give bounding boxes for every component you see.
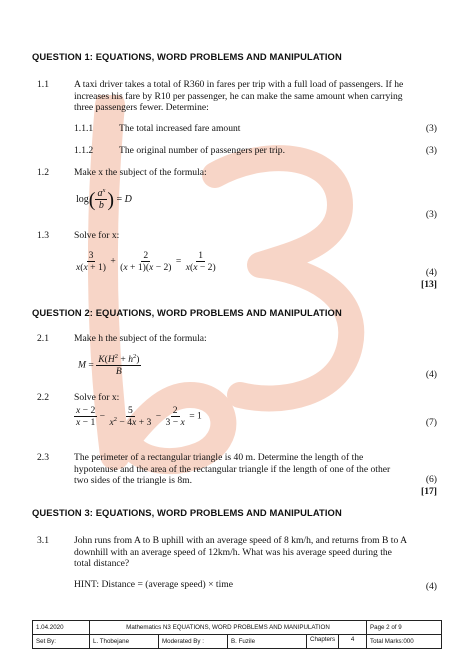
item-number: 1.2: [37, 167, 49, 178]
mark-allocation: (6): [425, 474, 437, 485]
question-total: [13]: [421, 279, 437, 290]
question-text: The perimeter of a rectangular triangle is 40 m. Determine the length of the hypotenuse and the area of the rectangular triangle if the length of one of the other two sides of the triangle is 8m.: [74, 452, 391, 487]
footer-chapters: 4: [350, 636, 355, 643]
mark-allocation: (3): [425, 209, 437, 220]
question-text: A taxi driver takes a total of R360 in fares per trip with a full load of passengers. If he increases his fare by R10 per passenger, he can make the same amount when carrying three passengers fewer. Determine:: [74, 79, 404, 114]
formula-equation-1-3: $\frac{3}{x(x + 1)}$ + $\frac{2}{(x + 1)(x - 2)}$ = $\frac{1}{x(x - 2)}$: [76, 250, 216, 273]
footer-chapters-label: Chapters: [307, 635, 339, 648]
footer-chapters-cell: [307, 635, 367, 649]
question-text: John runs from A to B uphill with an average speed of 8 km/h, and returns from B to A downhill with an average speed of 12km/h. What was his average speed during the total distance?: [74, 535, 407, 570]
item-number: 1.1.1: [74, 123, 94, 134]
item-number: 2.3: [37, 452, 49, 463]
item-number: 3.1: [37, 535, 49, 546]
question-text: Make h the subject of the formula:: [74, 333, 207, 344]
footer-moderated-by: B. Fuzile: [228, 635, 307, 649]
footer-set-by-label: Set By:: [33, 635, 90, 649]
question-2-heading: QUESTION 2: EQUATIONS, WORD PROBLEMS AND MANIPULATION: [32, 307, 342, 318]
footer-date: 1.04.2020: [33, 621, 90, 635]
mark-allocation: (3): [425, 145, 437, 156]
item-number: 1.1: [37, 79, 49, 90]
footer-set-by: L. Thobejane: [90, 635, 159, 649]
formula-m: M = $\frac{K(H^2 + h^2)}{B}$: [78, 353, 140, 377]
mark-allocation: (4): [425, 267, 437, 278]
question-text: Make x the subject of the formula:: [74, 167, 207, 178]
item-number: 2.2: [37, 392, 49, 403]
question-text: The original number of passengers per trip.: [119, 145, 285, 156]
question-3-heading: QUESTION 3: EQUATIONS, WORD PROBLEMS AND MANIPULATION: [32, 507, 342, 518]
mark-allocation: (4): [425, 369, 437, 380]
hint-text: HINT: Distance = (average speed) × time: [74, 579, 233, 590]
mark-allocation: (7): [425, 417, 437, 428]
formula-log: log( $\frac{a^x}{b}$ ) = D: [76, 187, 132, 211]
mark-allocation: (3): [425, 123, 437, 134]
footer-page: Page 2 of 9: [367, 621, 442, 635]
item-number: 1.3: [37, 230, 49, 241]
question-text: Solve for x:: [74, 392, 120, 403]
mark-allocation: (4): [425, 581, 437, 592]
footer-subject: Mathematics N3 EQUATIONS, WORD PROBLEMS AND MANIPULATION: [90, 621, 367, 635]
formula-equation-2-2: $\frac{x - 2}{x - 1}$ − $\frac{5}{x^2 - 4x + 3}$ − $\frac{2}{3 - x}$ = 1: [76, 405, 202, 428]
item-number: 2.1: [37, 333, 49, 344]
question-1-heading: QUESTION 1: EQUATIONS, WORD PROBLEMS AND MANIPULATION: [32, 51, 342, 62]
footer-total-marks: Total Marks:000: [367, 635, 442, 649]
question-total: [17]: [421, 486, 437, 497]
footer-moderated-label: Moderated By :: [159, 635, 228, 649]
footer-table: [32, 620, 442, 649]
item-number: 1.1.2: [74, 145, 94, 156]
question-text: Solve for x:: [74, 230, 120, 241]
question-text: The total increased fare amount: [119, 123, 241, 134]
